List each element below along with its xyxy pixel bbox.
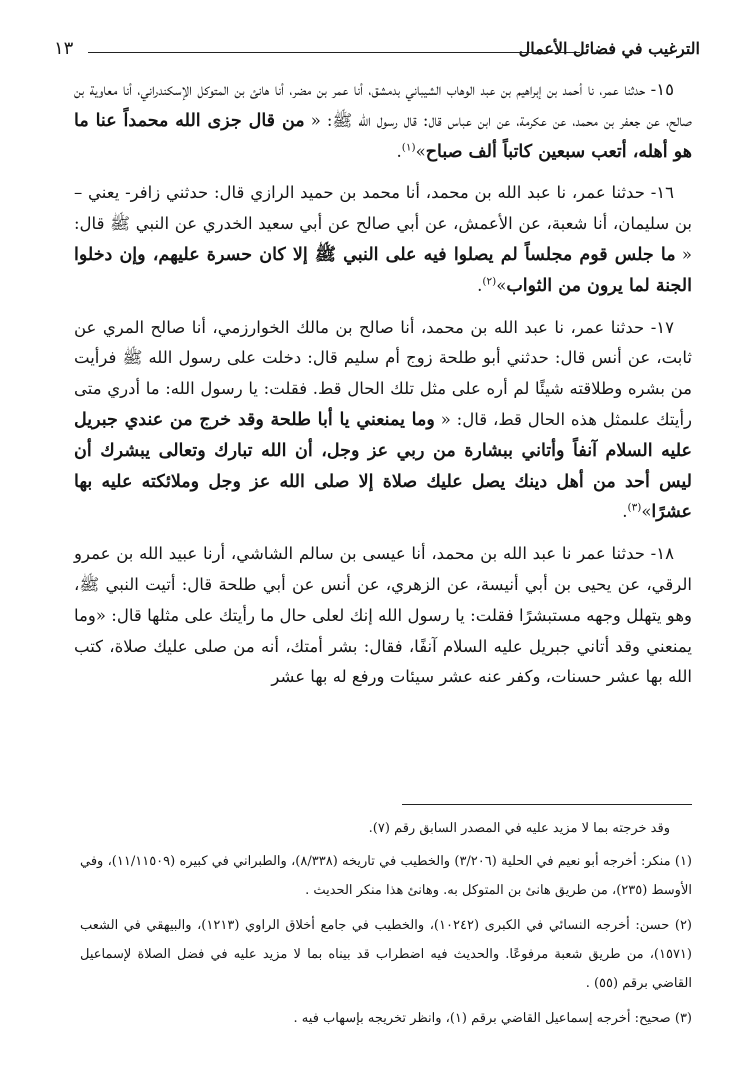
footnote-2 — [80, 911, 692, 998]
hadith-16: ١٦- حدثنا عمر، نا عبد الله بن محمد، أنا محمد بن حميد الرازي قال: حدثني زافر- يعني – بن سليمان، أنا شعبة، عن الأعمش، عن أبي صالح عن أبي سعيد الخدري عن النبي ﷺ قال: « ما جلس قوم مجلساً لم يصلوا فيه على النبي ﷺ إلا كان حسرة عليهم، وإن دخلوا الجنة لما يرون من الثواب»$^{(٢)}$. — [74, 183, 692, 296]
footnote-text: صحيح: أخرجه إسماعيل القاضي برقم (١)، وانظر تخريجه بإسهاب فيه . — [293, 1011, 671, 1026]
main-text — [74, 75, 692, 704]
hadith-18 — [74, 539, 692, 693]
footnote-continuation: وقد خرجته بما لا مزيد عليه في المصدر السابق رقم (٧). — [368, 821, 670, 836]
hadith-quote: ما جلس قوم مجلساً لم يصلوا فيه على النبي ﷺ إلا كان حسرة عليهم، وإن دخلوا الجنة لما يرون من الثواب — [74, 244, 692, 296]
footnote-separator — [402, 804, 692, 805]
quote-close: » — [641, 502, 652, 522]
quote-close: » — [496, 275, 507, 295]
page-number: ١٣ — [54, 38, 74, 59]
footnote-3 — [80, 1004, 692, 1033]
book-title: الترغيب في فضائل الأعمال — [513, 38, 700, 60]
quote-close: » — [415, 141, 426, 161]
hadith-quote: وما يمنعني يا أبا طلحة وقد خرج من عندي جبريل عليه السلام آنفاً وأتاني ببشارة من ربي عز وجل، أن الله تبارك وتعالى يبشرك أن ليس أحد من أهل دينك يصل عليك صلاة إلا صلى الله عز وجل وملائكته عليه بها عشرًا — [74, 409, 692, 523]
footnote-text: حسن: أخرجه النسائي في الكبرى (١٠٢٤٢)، والخطيب في جامع أخلاق الراوي (١٢١٣)، والبيهقي في الشعب (١٥٧١)، من طريق شعبة مرفوعًا. والحديث فيه اضطراب قد بيناه بما لا مزيد عليه في فضل الصلاة لإسماعيل القاضي برقم (٥٥) . — [80, 918, 692, 991]
header-rule — [88, 52, 580, 53]
footnotes — [80, 814, 692, 1039]
footnote-number: (١) — [674, 854, 692, 869]
hadith-text: ١٥- حدثنا عمر، نا أحمد بن إبراهيم بن عبد الوهاب الشيباني بدمشق، أنا عمر بن مضر، أنا هانئ بن المتوكل الإسكندراني، أنا معاوية بن صالح، عن جعفر بن محمد، عن عكرمة، عن ابن عباس قال: قال رسول الله ﷺ: « — [74, 80, 692, 130]
footnote-ref: (٢) — [482, 275, 497, 288]
footnote-text: منكر: أخرجه أبو نعيم في الحلية (٣/٢٠٦) والخطيب في تاريخه (٨/٣٣٨)، والطبراني في كبيره (١١/١١٥٠٩)، وفي الأوسط (٢٣٥)، من طريق هانئ بن المتوكل به. وهانئ هذا منكر الحديث . — [80, 854, 692, 898]
hadith-quote: من قال جزى الله محمداً عنا ما هو أهله، أتعب سبعين كاتباً ألف صباح — [74, 110, 692, 162]
footnote-ref: (١) — [401, 141, 416, 154]
footnote-number: (٣) — [674, 1011, 692, 1026]
hadith-17: ١٧- حدثنا عمر، نا عبد الله بن محمد، أنا صالح بن مالك الخوارزمي، أنا صالح المري عن ثابت، عن أنس قال: حدثني أبو طلحة زوج أم سليم قال: دخلت على رسول الله ﷺ فرأيت من بشره وطلاقته شيئًا لم أره على مثل تلك الحال قط. فقلت: يا رسول الله: ما أدري متى رأيتك علىمثل هذه الحال قط، قال: « وما يمنعني يا أبا طلحة وقد خرج من عندي جبريل عليه السلام آنفاً وأتاني ببشارة من ربي عز وجل، أن الله تبارك وتعالى يبشرك أن ليس أحد من أهل دينك يصل عليك صلاة إلا صلى الله عز وجل وملائكته عليه بها عشرًا»$^{(٣)}$. — [74, 317, 692, 523]
hadith-text: ١٧- حدثنا عمر، نا عبد الله بن محمد، أنا صالح بن مالك الخوارزمي، أنا صالح المري عن ثابت، عن أنس قال: حدثني أبو طلحة زوج أم سليم قال: دخلت على رسول الله ﷺ فرأيت من بشره وطلاقته شيئًا لم أره على مثل تلك الحال قط. فقلت: يا رسول الله: ما أدري متى رأيتك علىمثل هذه الحال قط، قال: « — [74, 317, 692, 429]
hadith-15: ١٥- حدثنا عمر، نا أحمد بن إبراهيم بن عبد الوهاب الشيباني بدمشق، أنا عمر بن مضر، أنا هانئ بن المتوكل الإسكندراني، أنا معاوية بن صالح، عن جعفر بن محمد، عن عكرمة، عن ابن عباس قال: قال رسول الله ﷺ: « من قال جزى الله محمداً عنا ما هو أهله، أتعب سبعين كاتباً ألف صباح»$^{(١)}$. — [74, 80, 692, 162]
hadith-text: ١٦- حدثنا عمر، نا عبد الله بن محمد، أنا محمد بن حميد الرازي قال: حدثني زافر- يعني – بن سليمان، أنا شعبة، عن الأعمش، عن أبي صالح عن أبي سعيد الخدري عن النبي ﷺ قال: « — [74, 183, 692, 264]
footnote-1 — [80, 847, 692, 905]
hadith-text: ١٨- حدثنا عمر نا عبد الله بن محمد، أنا عيسى بن سالم الشاشي، أرنا عبيد الله بن عمرو الرقي، عن يحيى بن أبي أنيسة، عن الزهري، عن أنس عن أبي طلحة قال: أتيت النبي ﷺ، وهو يتهلل وجهه مستبشرًا فقلت: يا رسول الله إنك لعلى حال ما رأيتك على مثلها قال: «وما يمنعني وقد أتاني جبريل عليه السلام آنفًا، فقال: بشر أمتك، أنه من صلى عليك صلاة، كتب الله بها عشر حسنات، وكفر عنه عشر سيئات ورفع له بها عشر — [74, 544, 692, 687]
footnote-ref: (٣) — [627, 501, 642, 514]
running-header — [54, 38, 700, 72]
footnote-number: (٢) — [674, 918, 692, 933]
